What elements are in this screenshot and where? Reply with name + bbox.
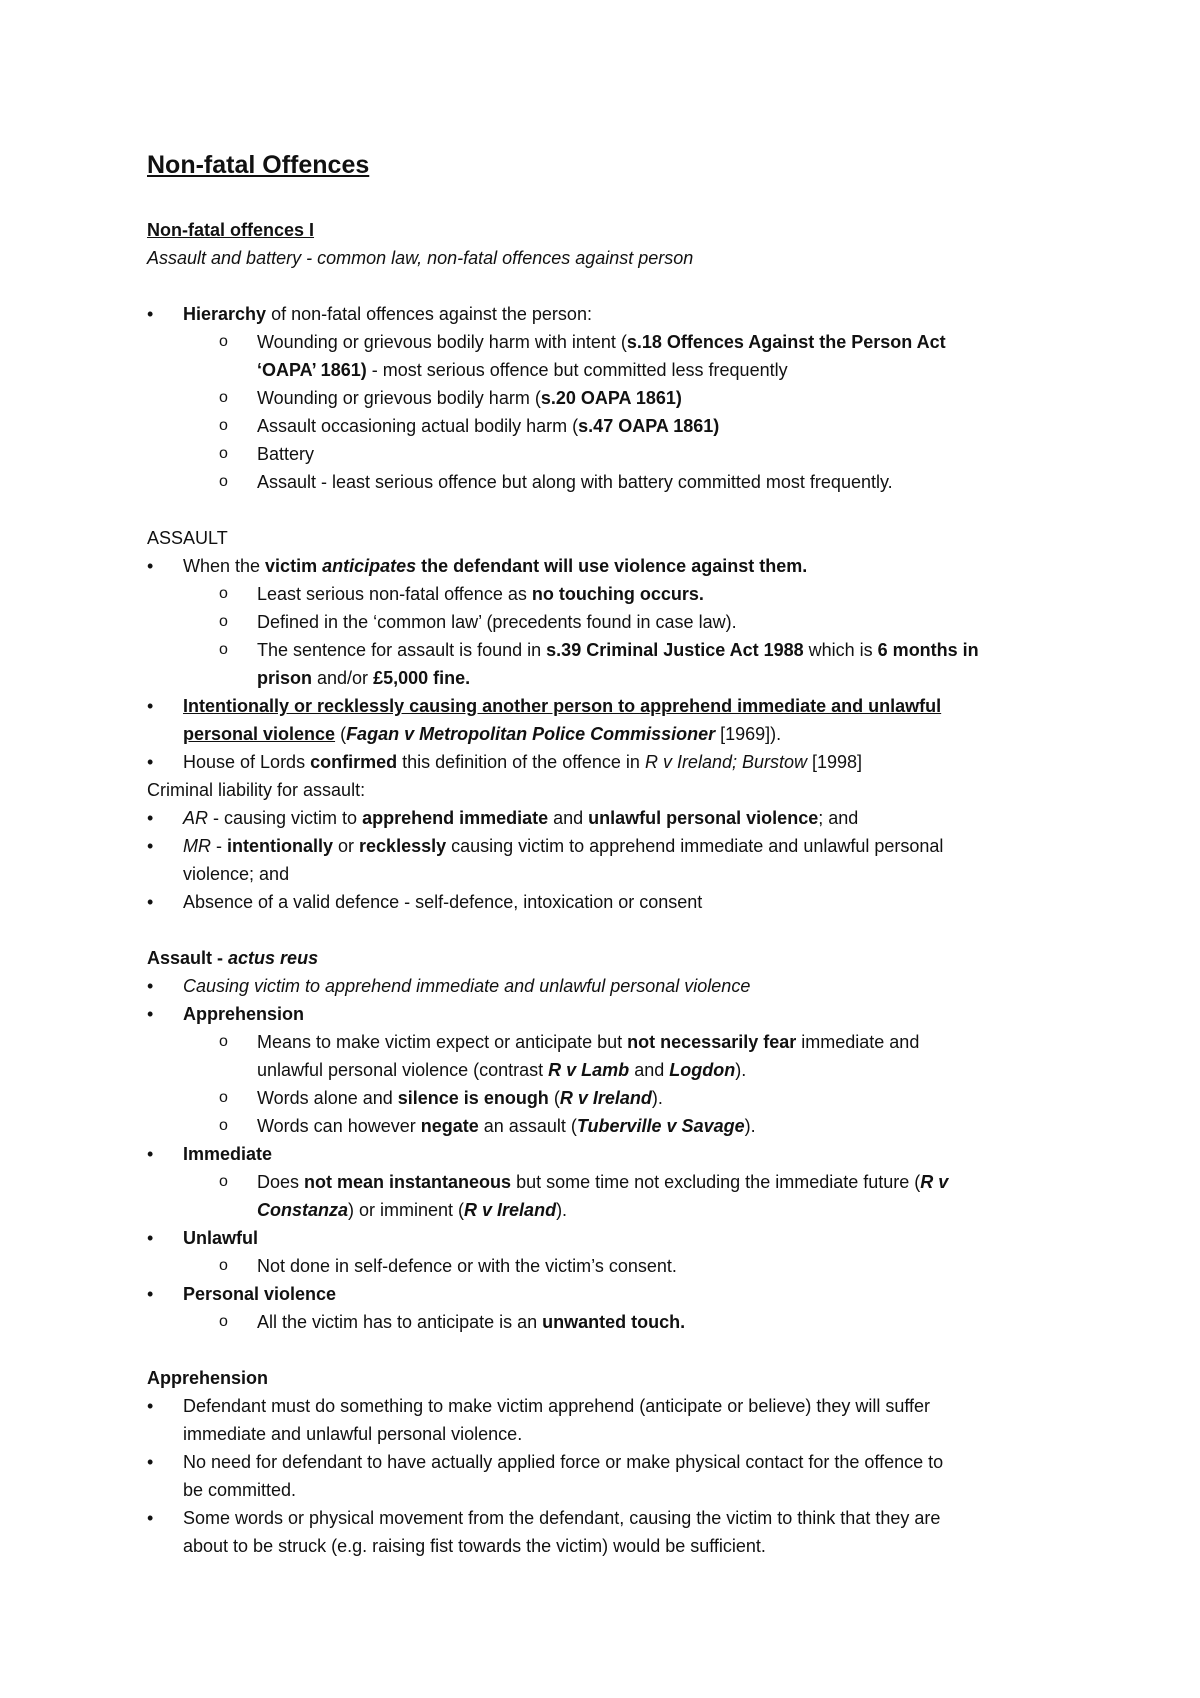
section-heading: Apprehension	[147, 1368, 269, 1388]
page-title: Non-fatal Offences	[147, 151, 370, 179]
sub-bullet-icon: o	[219, 473, 228, 490]
sub-list-item: o Assault occasioning actual bodily harm (s.47 OAPA 1861)	[147, 412, 1067, 440]
list-item: • Personal violence	[147, 1280, 1067, 1308]
bullet-icon: •	[147, 556, 154, 576]
bullet-icon: •	[147, 1452, 154, 1472]
list-item-continuation: immediate and unlawful personal violence.	[183, 1424, 523, 1444]
bullet-icon: •	[147, 976, 154, 996]
section-heading: ASSAULT	[147, 528, 228, 548]
sub-list-item: o Wounding or grievous bodily harm (s.20 OAPA 1861)	[147, 384, 1067, 412]
sub-bullet-icon: o	[219, 333, 228, 350]
sub-bullet-icon: o	[219, 1033, 228, 1050]
sub-bullet-icon: o	[219, 1117, 228, 1134]
sub-list-item-continuation: unlawful personal violence (contrast R v Lamb and Logdon).	[257, 1060, 747, 1080]
list-item: • AR - causing victim to apprehend immediate and unlawful personal violence; and	[147, 804, 1067, 832]
sub-bullet-icon: o	[219, 613, 228, 630]
bullet-icon: •	[147, 1228, 154, 1248]
sub-list-item: o Words alone and silence is enough (R v Ireland).	[147, 1084, 1067, 1112]
sub-bullet-icon: o	[219, 1313, 228, 1330]
list-item: • Unlawful	[147, 1224, 1067, 1252]
bullet-icon: •	[147, 1144, 154, 1164]
sub-bullet-icon: o	[219, 1257, 228, 1274]
list-item: • Hierarchy of non-fatal offences against the person:	[147, 300, 1067, 328]
sub-list-item: o Means to make victim expect or anticipate but not necessarily fear immediate and	[147, 1028, 1067, 1056]
bullet-icon: •	[147, 1508, 154, 1528]
list-item-continuation: personal violence (Fagan v Metropolitan Police Commissioner [1969]).	[183, 724, 782, 744]
list-item: • No need for defendant to have actually applied force or make physical contact for the offence to	[147, 1448, 1067, 1476]
list-item: • Causing victim to apprehend immediate and unlawful personal violence	[147, 972, 1067, 1000]
sub-list-item: o All the victim has to anticipate is an unwanted touch.	[147, 1308, 1067, 1336]
bullet-icon: •	[147, 752, 154, 772]
sub-bullet-icon: o	[219, 1089, 228, 1106]
sub-bullet-icon: o	[219, 585, 228, 602]
sub-list-item: o The sentence for assault is found in s.39 Criminal Justice Act 1988 which is 6 months in	[147, 636, 1067, 664]
sub-list-item: o Least serious non-fatal offence as no touching occurs.	[147, 580, 1067, 608]
sub-list-item: o Assault - least serious offence but along with battery committed most frequently.	[147, 468, 1067, 496]
section-subheading: Assault and battery - common law, non-fatal offences against person	[147, 248, 694, 268]
sub-list-item: o Battery	[147, 440, 1067, 468]
list-item: • Absence of a valid defence - self-defence, intoxication or consent	[147, 888, 1067, 916]
sub-list-item: o Not done in self-defence or with the victim’s consent.	[147, 1252, 1067, 1280]
document-body	[147, 216, 1067, 1560]
bullet-icon: •	[147, 696, 154, 716]
list-item: • Apprehension	[147, 1000, 1067, 1028]
sub-list-item-continuation: prison and/or £5,000 fine.	[257, 668, 471, 688]
bullet-icon: •	[147, 1284, 154, 1304]
list-item: • House of Lords confirmed this definition of the offence in R v Ireland; Burstow [1998]	[147, 748, 1067, 776]
sub-list-item-continuation: ‘OAPA’ 1861) - most serious offence but committed less frequently	[257, 360, 788, 380]
section-heading: Assault - actus reus	[147, 948, 319, 968]
bullet-icon: •	[147, 1396, 154, 1416]
bullet-icon: •	[147, 892, 154, 912]
sub-bullet-icon: o	[219, 1173, 228, 1190]
list-item: • Immediate	[147, 1140, 1067, 1168]
paragraph: Criminal liability for assault:	[147, 780, 366, 800]
sub-list-item: o Does not mean instantaneous but some time not excluding the immediate future (R v	[147, 1168, 1067, 1196]
bullet-icon: •	[147, 808, 154, 828]
bullet-icon: •	[147, 304, 154, 324]
bullet-icon: •	[147, 1004, 154, 1024]
sub-bullet-icon: o	[219, 641, 228, 658]
list-item-continuation: be committed.	[183, 1480, 297, 1500]
sub-list-item: o Wounding or grievous bodily harm with intent (s.18 Offences Against the Person Act	[147, 328, 1067, 356]
list-item: • Some words or physical movement from the defendant, causing the victim to think that they are	[147, 1504, 1067, 1532]
sub-list-item-continuation: Constanza) or imminent (R v Ireland).	[257, 1200, 568, 1220]
list-item: • Intentionally or recklessly causing another person to apprehend immediate and unlawful	[147, 692, 1067, 720]
sub-bullet-icon: o	[219, 417, 228, 434]
list-item: • MR - intentionally or recklessly causing victim to apprehend immediate and unlawful personal	[147, 832, 1067, 860]
bullet-icon: •	[147, 836, 154, 856]
section-heading: Non-fatal offences I	[147, 220, 315, 240]
sub-list-item: o Words can however negate an assault (Tuberville v Savage).	[147, 1112, 1067, 1140]
sub-bullet-icon: o	[219, 389, 228, 406]
list-item-continuation: about to be struck (e.g. raising fist towards the victim) would be sufficient.	[183, 1536, 766, 1556]
list-item-continuation: violence; and	[183, 864, 290, 884]
sub-bullet-icon: o	[219, 445, 228, 462]
sub-list-item: o Defined in the ‘common law’ (precedents found in case law).	[147, 608, 1067, 636]
list-item: • When the victim anticipates the defendant will use violence against them.	[147, 552, 1067, 580]
list-item: • Defendant must do something to make victim apprehend (anticipate or believe) they will suffer	[147, 1392, 1067, 1420]
